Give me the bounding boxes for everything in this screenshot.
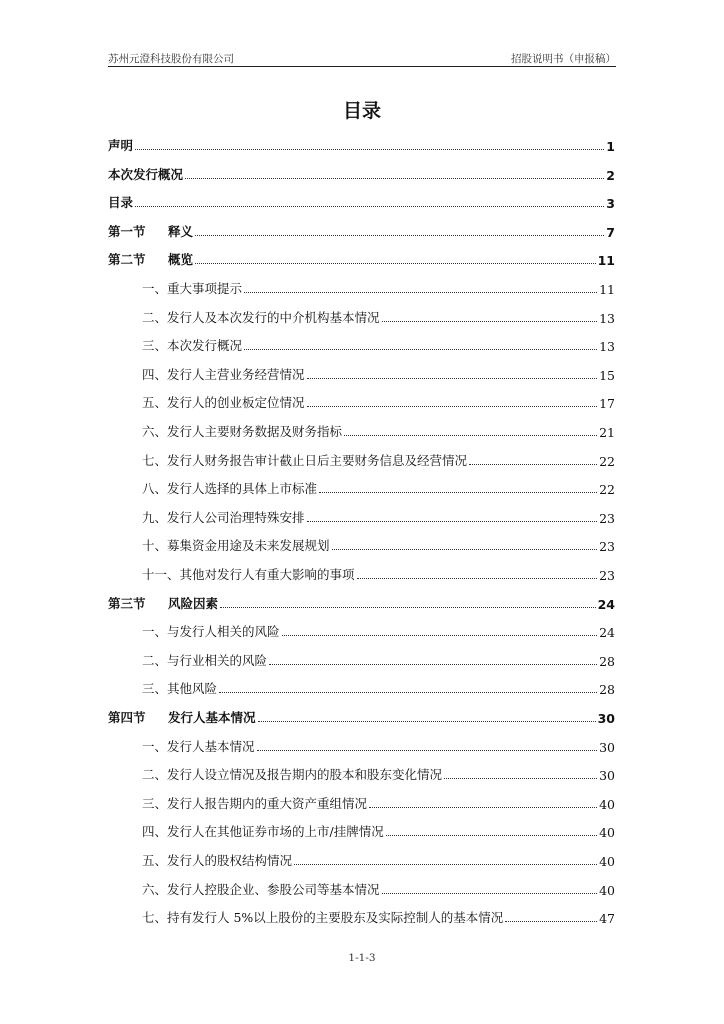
toc-entry[interactable] xyxy=(142,790,615,812)
toc-entry[interactable] xyxy=(142,475,615,497)
toc-entry-text: 三、本次发行概况 xyxy=(142,338,243,354)
toc-entry-text: 八、发行人选择的具体上市标准 xyxy=(142,481,318,497)
toc-page-number: 22 xyxy=(599,453,615,469)
toc-entry-label xyxy=(108,193,133,211)
toc-dot-leader xyxy=(505,921,597,922)
toc-entry[interactable] xyxy=(142,532,615,554)
toc-entry-label xyxy=(108,165,183,183)
toc-page-number: 30 xyxy=(597,711,615,726)
toc-dot-leader xyxy=(258,721,596,722)
toc-page-number: 24 xyxy=(597,596,615,612)
toc-page-number: 23 xyxy=(599,539,615,555)
toc-entry-label xyxy=(142,851,292,869)
toc-entry[interactable] xyxy=(142,761,615,783)
toc-entry[interactable] xyxy=(108,704,615,726)
toc-entry-label xyxy=(108,136,133,154)
toc-entry-text: 声明 xyxy=(108,138,134,153)
toc-entry-label xyxy=(142,393,305,411)
toc-entry[interactable] xyxy=(142,818,615,840)
toc-entry-label xyxy=(142,622,280,640)
toc-entry-label xyxy=(108,222,193,240)
toc-entry-text: 三、其他风险 xyxy=(142,681,218,697)
toc-entry-text: 六、发行人主要财务数据及财务指标 xyxy=(142,424,343,439)
toc-entry[interactable] xyxy=(142,504,615,526)
toc-entry-label xyxy=(142,422,342,440)
toc-entry-text: 四、发行人在其他证券市场的上市/挂牌情况 xyxy=(142,824,384,840)
toc-entry-label xyxy=(142,479,317,497)
toc-entry-text: 一、重大事项提示 xyxy=(142,281,243,296)
toc-section-number: 第二节 xyxy=(108,252,146,268)
toc-entry[interactable] xyxy=(142,275,615,297)
toc-page-number: 13 xyxy=(599,310,615,326)
toc-page-number: 23 xyxy=(599,510,615,526)
toc-dot-leader xyxy=(294,864,597,865)
toc-dot-leader xyxy=(282,635,598,636)
toc-entry[interactable] xyxy=(142,876,615,898)
toc-page-number: 2 xyxy=(606,167,615,183)
toc-page-number: 28 xyxy=(599,682,615,698)
toc-entry-text: 一、与发行人相关的风险 xyxy=(142,624,280,640)
toc-entry-text: 目录 xyxy=(108,195,134,211)
toc-entry-text: 发行人基本情况 xyxy=(168,710,256,725)
toc-entry-text: 六、发行人控股企业、参股公司等基本情况 xyxy=(142,881,380,897)
toc-dot-leader xyxy=(195,263,596,264)
toc-page-number: 17 xyxy=(599,396,615,412)
toc-entry-text: 七、持有发行人 5%以上股份的主要股东及实际控制人的基本情况 xyxy=(142,910,504,926)
toc-entry[interactable] xyxy=(142,361,615,383)
toc-entry-label xyxy=(142,880,380,898)
toc-entry-label xyxy=(108,594,218,612)
toc-page-number: 13 xyxy=(599,339,615,355)
toc-page-number: 40 xyxy=(599,796,615,812)
toc-entry-text: 二、发行人及本次发行的中介机构基本情况 xyxy=(142,309,380,325)
toc-entry-label xyxy=(142,679,217,697)
toc-page-number: 40 xyxy=(599,882,615,898)
toc-page-number: 15 xyxy=(599,367,615,383)
toc-page-number: 1 xyxy=(606,139,615,154)
toc-entry-label xyxy=(142,765,442,783)
toc-dot-leader xyxy=(257,750,598,751)
toc-entry[interactable] xyxy=(142,447,615,469)
toc-dot-leader xyxy=(369,807,597,808)
toc-entry-text: 风险因素 xyxy=(168,595,219,611)
toc-dot-leader xyxy=(269,664,597,665)
toc-section-number: 第四节 xyxy=(108,710,146,725)
toc-entry[interactable] xyxy=(108,218,615,240)
toc-page-number: 3 xyxy=(606,196,615,212)
toc-entry-text: 释义 xyxy=(168,223,194,239)
toc-page-number: 30 xyxy=(599,739,615,755)
toc-entry-label xyxy=(142,565,355,583)
toc-entry[interactable] xyxy=(108,590,615,612)
toc-entry-text: 二、发行人设立情况及报告期内的股本和股东变化情况 xyxy=(142,767,443,783)
toc-dot-leader xyxy=(469,464,597,465)
toc-entry[interactable] xyxy=(142,389,615,411)
toc-entry-text: 二、与行业相关的风险 xyxy=(142,652,268,668)
toc-page-number: 47 xyxy=(599,911,615,927)
toc-entry[interactable] xyxy=(108,132,615,154)
toc-entry[interactable] xyxy=(108,246,615,268)
toc-entry[interactable] xyxy=(142,647,615,669)
page-number: 1-1-3 xyxy=(348,952,376,964)
toc-entry-label xyxy=(142,279,242,297)
toc-entry-text: 五、发行人的创业板定位情况 xyxy=(142,395,305,411)
toc-dot-leader xyxy=(135,206,604,207)
toc-entry-text: 九、发行人公司治理特殊安排 xyxy=(142,509,305,525)
header-document-title: 招股说明书（申报稿） xyxy=(511,53,616,65)
toc-entry[interactable] xyxy=(108,189,615,211)
toc-entry-text: 三、发行人报告期内的重大资产重组情况 xyxy=(142,795,368,811)
toc-entry-text: 四、发行人主营业务经营情况 xyxy=(142,366,305,382)
header-company-name: 苏州元澄科技股份有限公司 xyxy=(108,53,234,65)
toc-dot-leader xyxy=(307,406,598,407)
toc-section-number: 第一节 xyxy=(108,223,146,239)
toc-dot-leader xyxy=(382,893,598,894)
toc-entry[interactable] xyxy=(142,418,615,440)
toc-entry[interactable] xyxy=(142,733,615,755)
toc-entry-label xyxy=(142,536,330,554)
toc-entry-text: 十、募集资金用途及未来发展规划 xyxy=(142,538,330,554)
toc-page-number: 40 xyxy=(599,825,615,841)
toc-entry-label xyxy=(142,908,503,926)
toc-entry-label xyxy=(108,708,256,726)
toc-entry[interactable] xyxy=(142,561,615,583)
toc-page-number: 23 xyxy=(599,568,615,583)
toc-page-number: 22 xyxy=(599,482,615,498)
toc-dot-leader xyxy=(307,378,598,379)
toc-entry[interactable] xyxy=(142,904,615,926)
toc-entry-text: 本次发行概况 xyxy=(108,166,184,182)
toc-entry-label xyxy=(142,508,305,526)
toc-page-number: 11 xyxy=(599,282,615,297)
page-header xyxy=(108,50,616,67)
toc-entry[interactable] xyxy=(142,675,615,697)
toc-dot-leader xyxy=(319,492,597,493)
toc-entry[interactable] xyxy=(142,847,615,869)
toc-entry-text: 七、发行人财务报告审计截止日后主要财务信息及经营情况 xyxy=(142,452,468,468)
toc-dot-leader xyxy=(135,149,604,150)
page-title: 目录 xyxy=(342,100,381,122)
toc-entry-label xyxy=(142,336,242,354)
toc-page-number: 24 xyxy=(599,625,615,641)
toc-page-number: 7 xyxy=(606,224,615,240)
toc-entry-label xyxy=(142,365,305,383)
toc-dot-leader xyxy=(220,607,596,608)
toc-dot-leader xyxy=(185,178,604,179)
toc-entry-label xyxy=(142,794,367,812)
toc-dot-leader xyxy=(382,321,598,322)
toc-entry-label xyxy=(142,822,384,840)
toc-entry-label xyxy=(142,308,380,326)
toc-entry-label xyxy=(142,651,267,669)
toc-page-number: 21 xyxy=(599,425,615,440)
toc-entry-label xyxy=(108,250,193,268)
toc-page-number: 40 xyxy=(599,854,615,869)
toc-entry[interactable] xyxy=(142,332,615,354)
toc-entry-label xyxy=(142,737,255,755)
toc-entry-text: 五、发行人的股权结构情况 xyxy=(142,853,293,868)
toc-dot-leader xyxy=(444,778,597,779)
toc-dot-leader xyxy=(244,292,597,293)
toc-dot-leader xyxy=(332,549,598,550)
toc-dot-leader xyxy=(244,349,597,350)
toc-page-number: 11 xyxy=(597,253,615,269)
toc-dot-leader xyxy=(386,835,597,836)
toc-dot-leader xyxy=(307,521,598,522)
toc-page-number: 28 xyxy=(599,653,615,669)
toc-dot-leader xyxy=(219,692,597,693)
toc-section-number: 第三节 xyxy=(108,595,146,611)
toc-page-number: 30 xyxy=(599,768,615,784)
toc-entry-text: 一、发行人基本情况 xyxy=(142,738,255,754)
toc-entry-text: 概览 xyxy=(168,252,194,268)
toc-entry[interactable] xyxy=(142,618,615,640)
toc-entry[interactable] xyxy=(142,304,615,326)
toc-entry[interactable] xyxy=(108,161,615,183)
toc-entry-text: 十一、其他对发行人有重大影响的事项 xyxy=(142,567,355,582)
toc-dot-leader xyxy=(357,578,598,579)
toc-dot-leader xyxy=(195,235,604,236)
toc-dot-leader xyxy=(344,435,597,436)
toc-entry-label xyxy=(142,451,467,469)
